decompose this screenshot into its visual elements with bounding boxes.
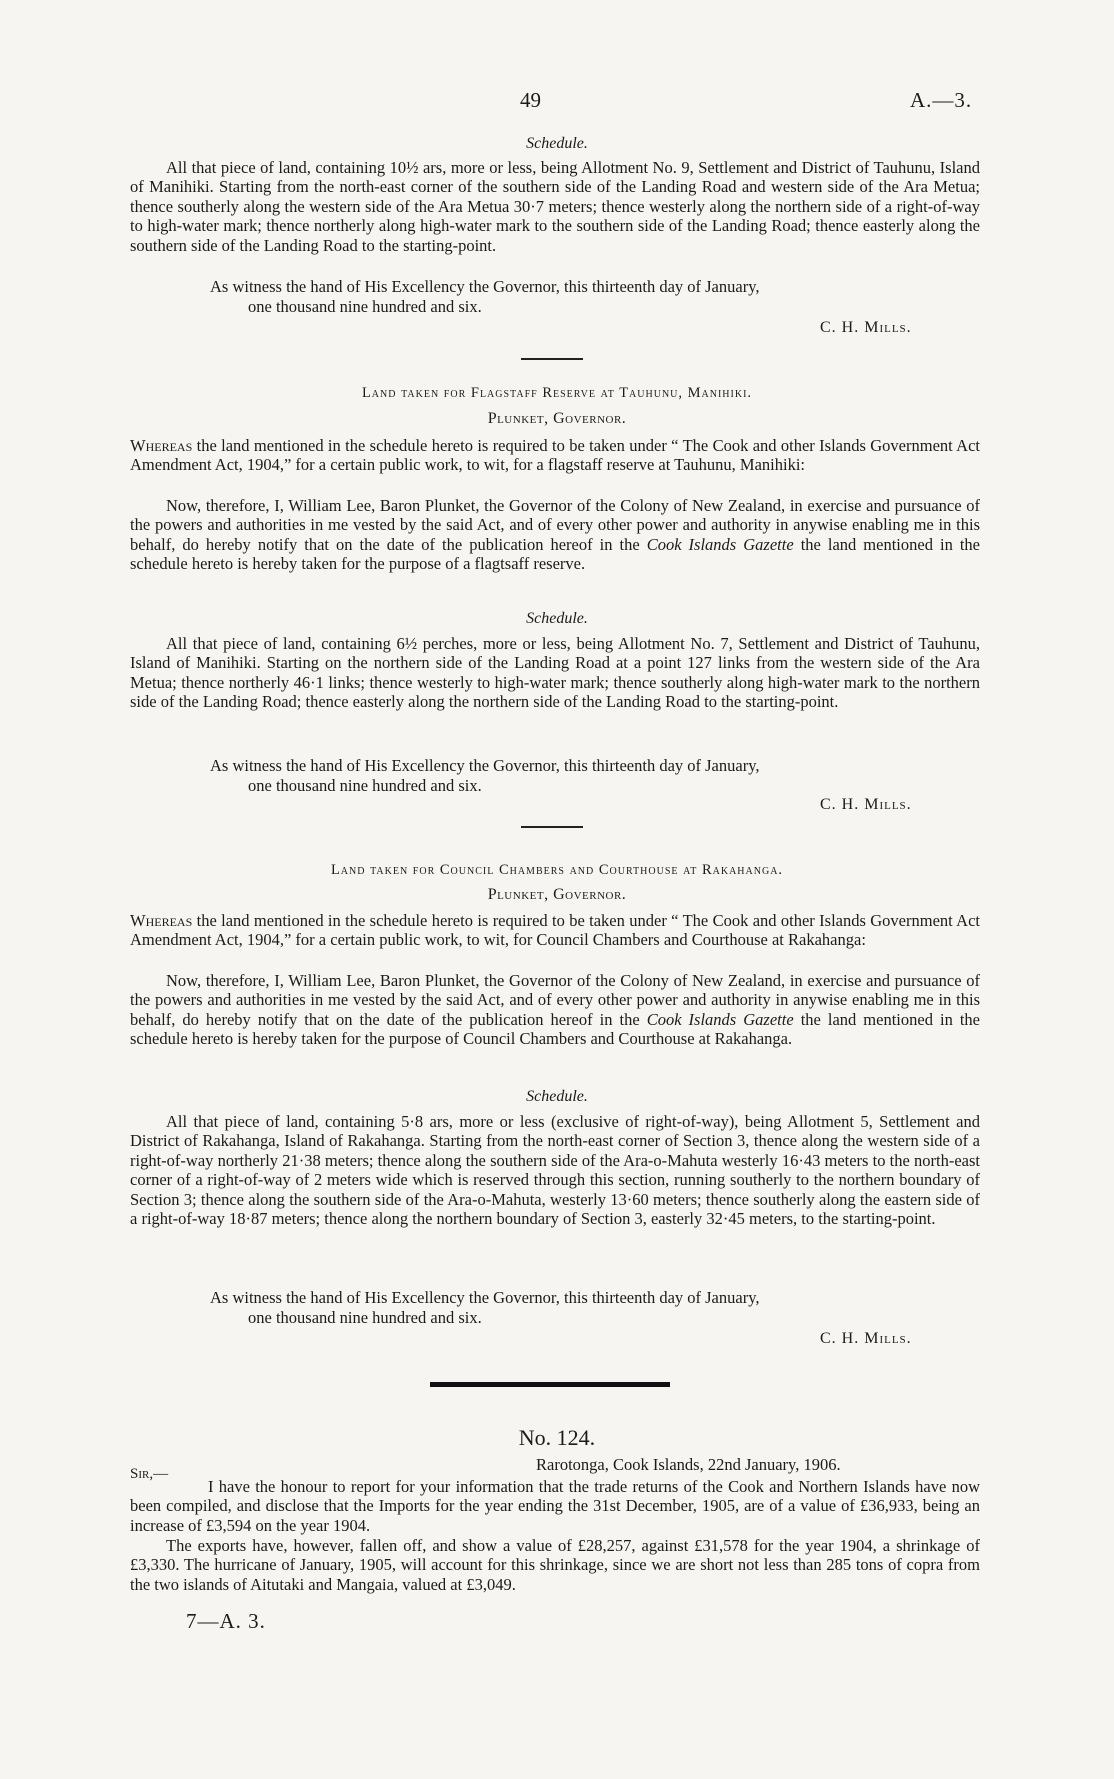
governor-line: Plunket, Governor. xyxy=(487,410,627,427)
signature-reference: 7—A. 3. xyxy=(186,1609,266,1633)
witness-line-1: As witness the hand of His Excellency the Governor, this thirteenth day of January, xyxy=(210,756,760,775)
whereas-word: Whereas xyxy=(130,911,193,930)
whereas-word: Whereas xyxy=(130,436,193,455)
letter-paragraph-1: I have the honour to report for your information that the trade returns of the Cook and Northern Islands have now been compiled, and disclose that the Imports for the year ending the 31st December, 1905, are of a value of £36,933, being an increase of £3,594 on the year 1904. xyxy=(130,1477,980,1535)
gazette-name: Cook Islands Gazette xyxy=(646,1009,794,1029)
schedule-title: Schedule. xyxy=(526,1088,588,1105)
major-divider xyxy=(430,1382,670,1387)
witness-line-2: one thousand nine hundred and six. xyxy=(248,1308,482,1327)
witness-line-1: As witness the hand of His Excellency the Governor, this thirteenth day of January, xyxy=(210,277,760,296)
schedule-title: Schedule. xyxy=(526,610,588,627)
whereas-paragraph: Whereas the land mentioned in the schedule hereto is required to be taken under “ The Cook and other Islands Government Act Amendment Act, 1904,” for a certain public work, to wit, for a flagstaff reserve at Tauhunu, Manihiki: xyxy=(130,436,981,475)
schedule-title: Schedule. xyxy=(526,135,588,152)
witness-clause xyxy=(210,1288,980,1328)
signature: C. H. Mills. xyxy=(820,319,912,336)
place-date: Rarotonga, Cook Islands, 22nd January, 1906. xyxy=(536,1455,841,1474)
witness-clause xyxy=(210,756,980,796)
notice-title: Land taken for Council Chambers and Courthouse at Rakahanga. xyxy=(330,862,784,878)
notice-paragraph: Now, therefore, I, William Lee, Baron Plunket, the Governor of the Colony of New Zealand, in exercise and pursuance of the powers and authorities in me vested by the said Act, and of every other power and authority in anywise enabling me in this behalf, do hereby notify that on the date of the publication hereof in the Cook Islands Gazette the land mentioned in the schedule hereto is hereby taken for the purpose of Council Chambers and Courthouse at Rakahanga. xyxy=(130,971,981,1049)
signature: C. H. Mills. xyxy=(820,1330,912,1347)
witness-line-1: As witness the hand of His Excellency the Governor, this thirteenth day of January, xyxy=(210,1288,760,1307)
notice-paragraph: Now, therefore, I, William Lee, Baron Plunket, the Governor of the Colony of New Zealand, in exercise and pursuance of the powers and authorities in me vested by the said Act, and of every other power and authority in anywise enabling me in this behalf, do hereby notify that on the date of the publication hereof in the Cook Islands Gazette the land mentioned in the schedule hereto is hereby taken for the purpose of a flagtsaff reserve. xyxy=(130,496,981,574)
salutation: Sir,— xyxy=(130,1466,169,1482)
letter-number: No. 124. xyxy=(518,1425,596,1450)
page-number: 49 xyxy=(520,88,541,112)
schedule-text: All that piece of land, containing 5·8 ars, more or less (exclusive of right-of-way), being Allotment 5, Settlement and District of Rakahanga, Island of Rakahanga. Starting from the north-east corner of Section 3, thence along the western side of a right-of-way northerly 21·38 meters; thence along the southern side of the Ara-o-Mahuta westerly 16·43 meters to the north-east corner of a right-of-way of 2 meters wide which is reserved through this section, running southerly to the northern boundary of Section 3; thence along the southern side of the Ara-o-Mahuta, westerly 13·60 meters; thence southerly along the eastern side of a right-of-way 18·87 meters; thence along the northern boundary of Section 3, easterly 32·45 meters, to the starting-point. xyxy=(130,1112,980,1229)
schedule-text: All that piece of land, containing 6½ perches, more or less, being Allotment No. 7, Settlement and District of Tauhunu, Island of Manihiki. Starting on the northern side of the Landing Road at a point 127 links from the western side of the Ara Metua; thence northerly 46·1 links; thence westerly to high-water mark; thence southerly along high-water mark to the northern side of the Landing Road; thence easterly along the northern side of the Landing Road to the starting-point. xyxy=(130,634,980,712)
document-reference: A.—3. xyxy=(910,88,973,112)
notice-title: Land taken for Flagstaff Reserve at Tauhunu, Manihiki. xyxy=(361,385,753,401)
signature: C. H. Mills. xyxy=(820,796,912,813)
governor-line: Plunket, Governor. xyxy=(487,886,627,903)
witness-clause xyxy=(210,277,980,317)
whereas-paragraph: Whereas the land mentioned in the schedule hereto is required to be taken under “ The Cook and other Islands Government Act Amendment Act, 1904,” for a certain public work, to wit, for Council Chambers and Courthouse at Rakahanga: xyxy=(130,911,981,950)
gazette-name: Cook Islands Gazette xyxy=(646,534,794,554)
section-divider xyxy=(521,358,583,360)
letter-paragraph-2: The exports have, however, fallen off, and show a value of £28,257, against £31,578 for the year 1904, a shrinkage of £3,330. The hurricane of January, 1905, will account for this shrinkage, since we are short not less than 285 tons of copra from the two islands of Aitutaki and Mangaia, valued at £3,049. xyxy=(130,1536,980,1594)
section-divider xyxy=(521,826,583,828)
schedule-text: All that piece of land, containing 10½ ars, more or less, being Allotment No. 9, Settlement and District of Tauhunu, Island of Manihiki. Starting from the north-east corner of the southern side of the Landing Road and western side of the Ara Metua; thence southerly along the western side of the Ara Metua 30·7 meters; thence westerly along the northern side of a right-of-way to high-water mark; thence northerly along high-water mark to the southern side of the Landing Road; thence easterly along the southern side of the Landing Road to the starting-point. xyxy=(130,158,980,255)
witness-line-2: one thousand nine hundred and six. xyxy=(248,297,482,316)
witness-line-2: one thousand nine hundred and six. xyxy=(248,776,482,795)
